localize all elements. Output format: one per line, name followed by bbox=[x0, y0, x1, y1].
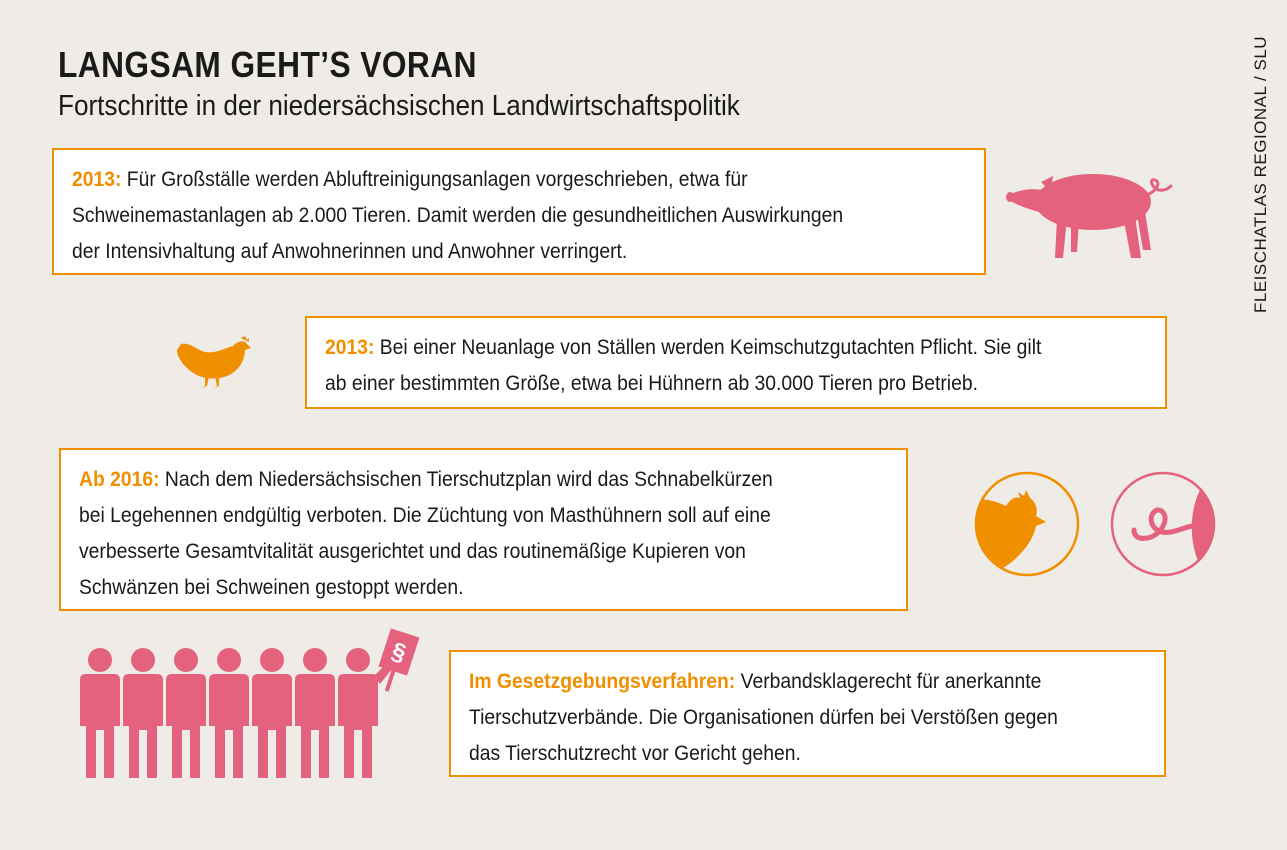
page-title: LANGSAM GEHT’S VORAN bbox=[58, 44, 477, 85]
entry-line: 2013: Für Großställe werden Abluftreinigungsanlagen vorgeschrieben, etwa für bbox=[72, 168, 748, 191]
entry-box-tierschutzplan bbox=[59, 448, 908, 611]
chicken-icon bbox=[175, 336, 255, 392]
entry-lead: 2013: bbox=[325, 336, 375, 359]
entry-line: 2013: Bei einer Neuanlage von Ställen werden Keimschutzgutachten Pflicht. Sie gilt bbox=[325, 336, 1042, 359]
sign-symbol: § bbox=[388, 637, 410, 668]
entry-lead: Ab 2016: bbox=[79, 468, 160, 491]
entry-line: Tierschutzverbände. Die Organisationen dürfen bei Verstößen gegen bbox=[469, 706, 1058, 729]
hen-beak-circle-icon bbox=[974, 470, 1082, 580]
pig-icon bbox=[1005, 160, 1175, 260]
entry-lead: 2013: bbox=[72, 168, 122, 191]
entry-line: der Intensivhaltung auf Anwohnerinnen und Anwohner verringert. bbox=[72, 240, 628, 263]
entry-lead: Im Gesetzgebungsverfahren: bbox=[469, 670, 736, 693]
entry-line: verbesserte Gesamtvitalität ausgerichtet und das routinemäßige Kupieren von bbox=[79, 540, 746, 563]
entry-box-keimschutz bbox=[305, 316, 1167, 409]
page-subtitle: Fortschritte in der niedersächsischen Landwirtschaftspolitik bbox=[58, 90, 740, 122]
entry-line: ab einer bestimmten Größe, etwa bei Hühnern ab 30.000 Tieren pro Betrieb. bbox=[325, 372, 978, 395]
entry-line: das Tierschutzrecht vor Gericht gehen. bbox=[469, 742, 801, 765]
people-with-paragraph-sign-icon bbox=[78, 630, 428, 780]
entry-box-abluft bbox=[52, 148, 986, 275]
entry-line: Ab 2016: Nach dem Niedersächsischen Tierschutzplan wird das Schnabelkürzen bbox=[79, 468, 773, 491]
entry-line: Schweinemastanlagen ab 2.000 Tieren. Damit werden die gesundheitlichen Auswirkungen bbox=[72, 204, 844, 227]
entry-line: Schwänzen bei Schweinen gestoppt werden. bbox=[79, 576, 464, 599]
entry-box-verbandsklage bbox=[449, 650, 1166, 777]
pig-tail-circle-icon bbox=[1108, 470, 1218, 580]
entry-line: bei Legehennen endgültig verboten. Die Züchtung von Masthühnern soll auf eine bbox=[79, 504, 771, 527]
source-credit: FLEISCHATLAS REGIONAL / SLU bbox=[1251, 35, 1270, 313]
entry-line: Im Gesetzgebungsverfahren: Verbandsklagerecht für anerkannte bbox=[469, 670, 1042, 693]
